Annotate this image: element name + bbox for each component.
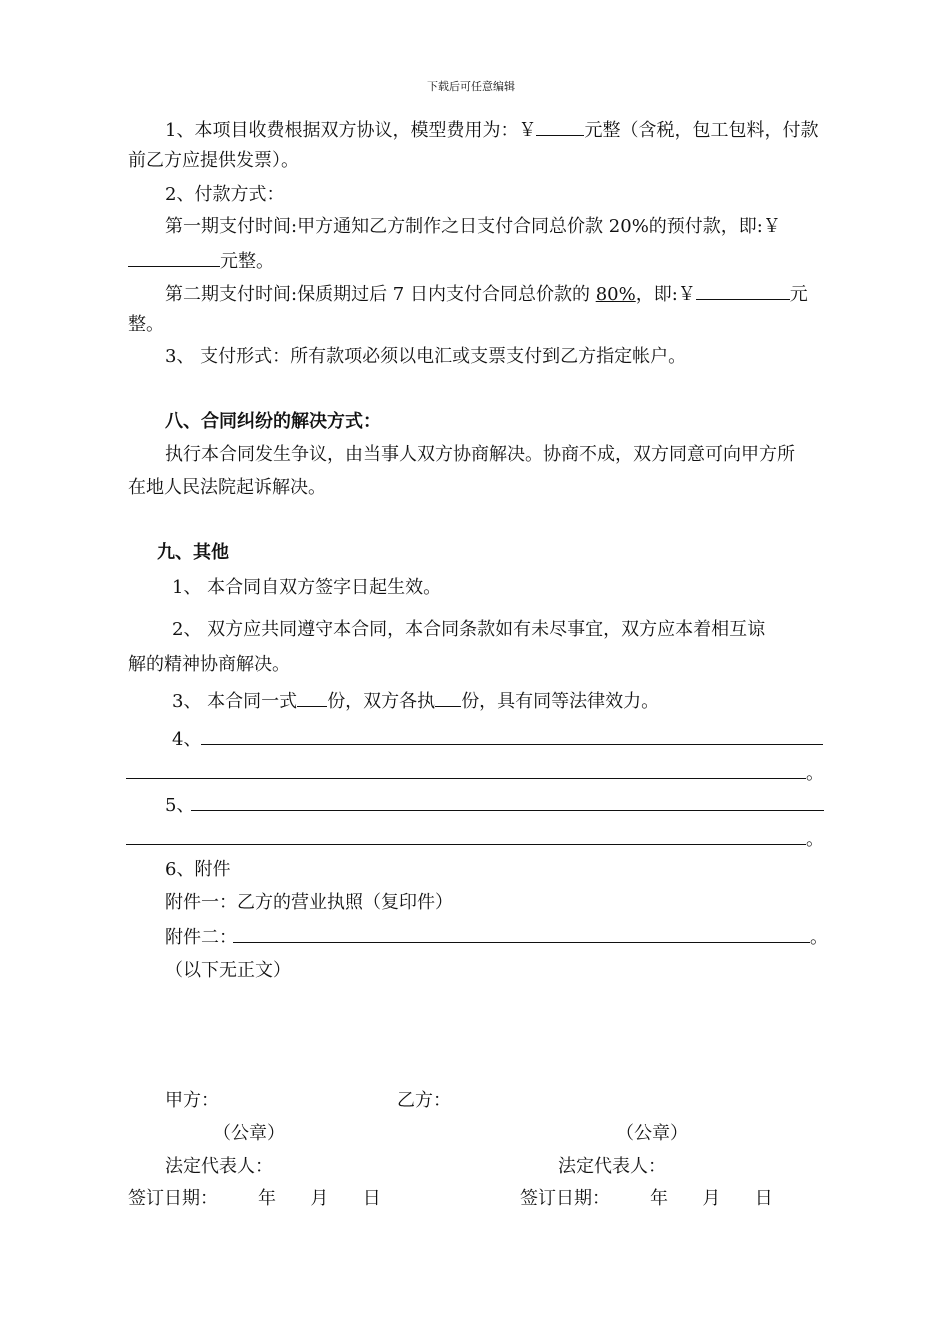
copies-each-blank <box>435 688 461 707</box>
item-5-blank-line-2 <box>126 844 806 845</box>
payment-item-1-line2: 前乙方应提供发票）。 <box>128 150 299 171</box>
section-9-item-1: 1、 本合同自双方签字日起生效。 <box>172 577 442 598</box>
second-payment-line1 <box>165 281 808 306</box>
item-5-label: 5、 <box>165 795 195 816</box>
item-3-prefix: 3、 本合同一式 <box>172 691 298 712</box>
item-6-attachments: 6、附件 <box>165 859 231 880</box>
page-header: 下载后可任意编辑 <box>427 80 515 93</box>
party-b-seal: （公章） <box>616 1123 688 1144</box>
section-9-item-2-line1: 2、 双方应共同遵守本合同，本合同条款如有未尽事宜，双方应本着相互谅 <box>172 619 766 640</box>
party-b-representative: 法定代表人： <box>558 1156 666 1177</box>
item-4-blank-line-2 <box>126 778 806 779</box>
item-5-period: 。 <box>806 829 824 850</box>
attachment-2-period: 。 <box>810 927 828 948</box>
second-payment-percent: 80% <box>595 284 636 305</box>
end-of-text-note: （以下无正文） <box>165 960 291 981</box>
first-payment-line2 <box>128 248 274 273</box>
item-4-label: 4、 <box>172 729 202 750</box>
party-a-label: 甲方： <box>165 1090 219 1111</box>
item-4-period: 。 <box>806 763 824 784</box>
party-a-sign-date: 签订日期： 年 月 日 <box>128 1188 381 1209</box>
item-3-suffix: 份，具有同等法律效力。 <box>461 691 660 712</box>
item-5-blank-line-1 <box>191 810 824 811</box>
payment-item-1 <box>165 117 818 142</box>
copies-total-blank <box>297 688 327 707</box>
section-8-line2: 在地人民法院起诉解决。 <box>128 477 326 498</box>
first-payment-line1: 第一期支付时间:甲方通知乙方制作之日支付合同总价款 20%的预付款，即:￥ <box>165 216 781 237</box>
second-payment-prefix: 第二期支付时间:保质期过后 7 日内支付合同总价款的 <box>165 284 596 305</box>
payment-method-heading: 2、付款方式： <box>165 184 285 205</box>
section-9-item-2-line2: 解的精神协商解决。 <box>128 654 290 675</box>
section-8-heading: 八、合同纠纷的解决方式： <box>165 411 381 432</box>
party-a-seal: （公章） <box>213 1123 285 1144</box>
party-b-sign-date: 签订日期： 年 月 日 <box>520 1188 773 1209</box>
first-payment-blank <box>128 248 220 267</box>
first-payment-suffix: 元整。 <box>220 251 274 272</box>
party-b-label: 乙方： <box>397 1090 451 1111</box>
party-a-representative: 法定代表人： <box>165 1156 273 1177</box>
attachment-2-blank-line <box>233 942 810 943</box>
section-8-line1: 执行本合同发生争议，由当事人双方协商解决。协商不成，双方同意可向甲方所 <box>165 444 795 465</box>
payment-item-1-suffix: 元整（含税，包工包料，付款 <box>584 120 819 141</box>
second-payment-suffix: 元 <box>789 284 808 305</box>
payment-item-1-prefix: 1、本项目收费根据双方协议，模型费用为：￥ <box>165 120 537 141</box>
item-4-blank-line-1 <box>201 744 823 745</box>
item-3-mid: 份，双方各执 <box>327 691 436 712</box>
amount-blank <box>536 117 584 136</box>
second-payment-blank <box>696 281 790 300</box>
section-9-heading: 九、其他 <box>157 542 229 563</box>
payment-form: 3、 支付形式：所有款项必须以电汇或支票支付到乙方指定帐户。 <box>165 346 687 367</box>
second-payment-mid: ，即:￥ <box>635 284 696 305</box>
attachment-1: 附件一：乙方的营业执照（复印件） <box>165 892 453 913</box>
section-9-item-3 <box>172 688 659 713</box>
second-payment-line2: 整。 <box>128 314 164 335</box>
attachment-2-label: 附件二： <box>165 927 237 948</box>
